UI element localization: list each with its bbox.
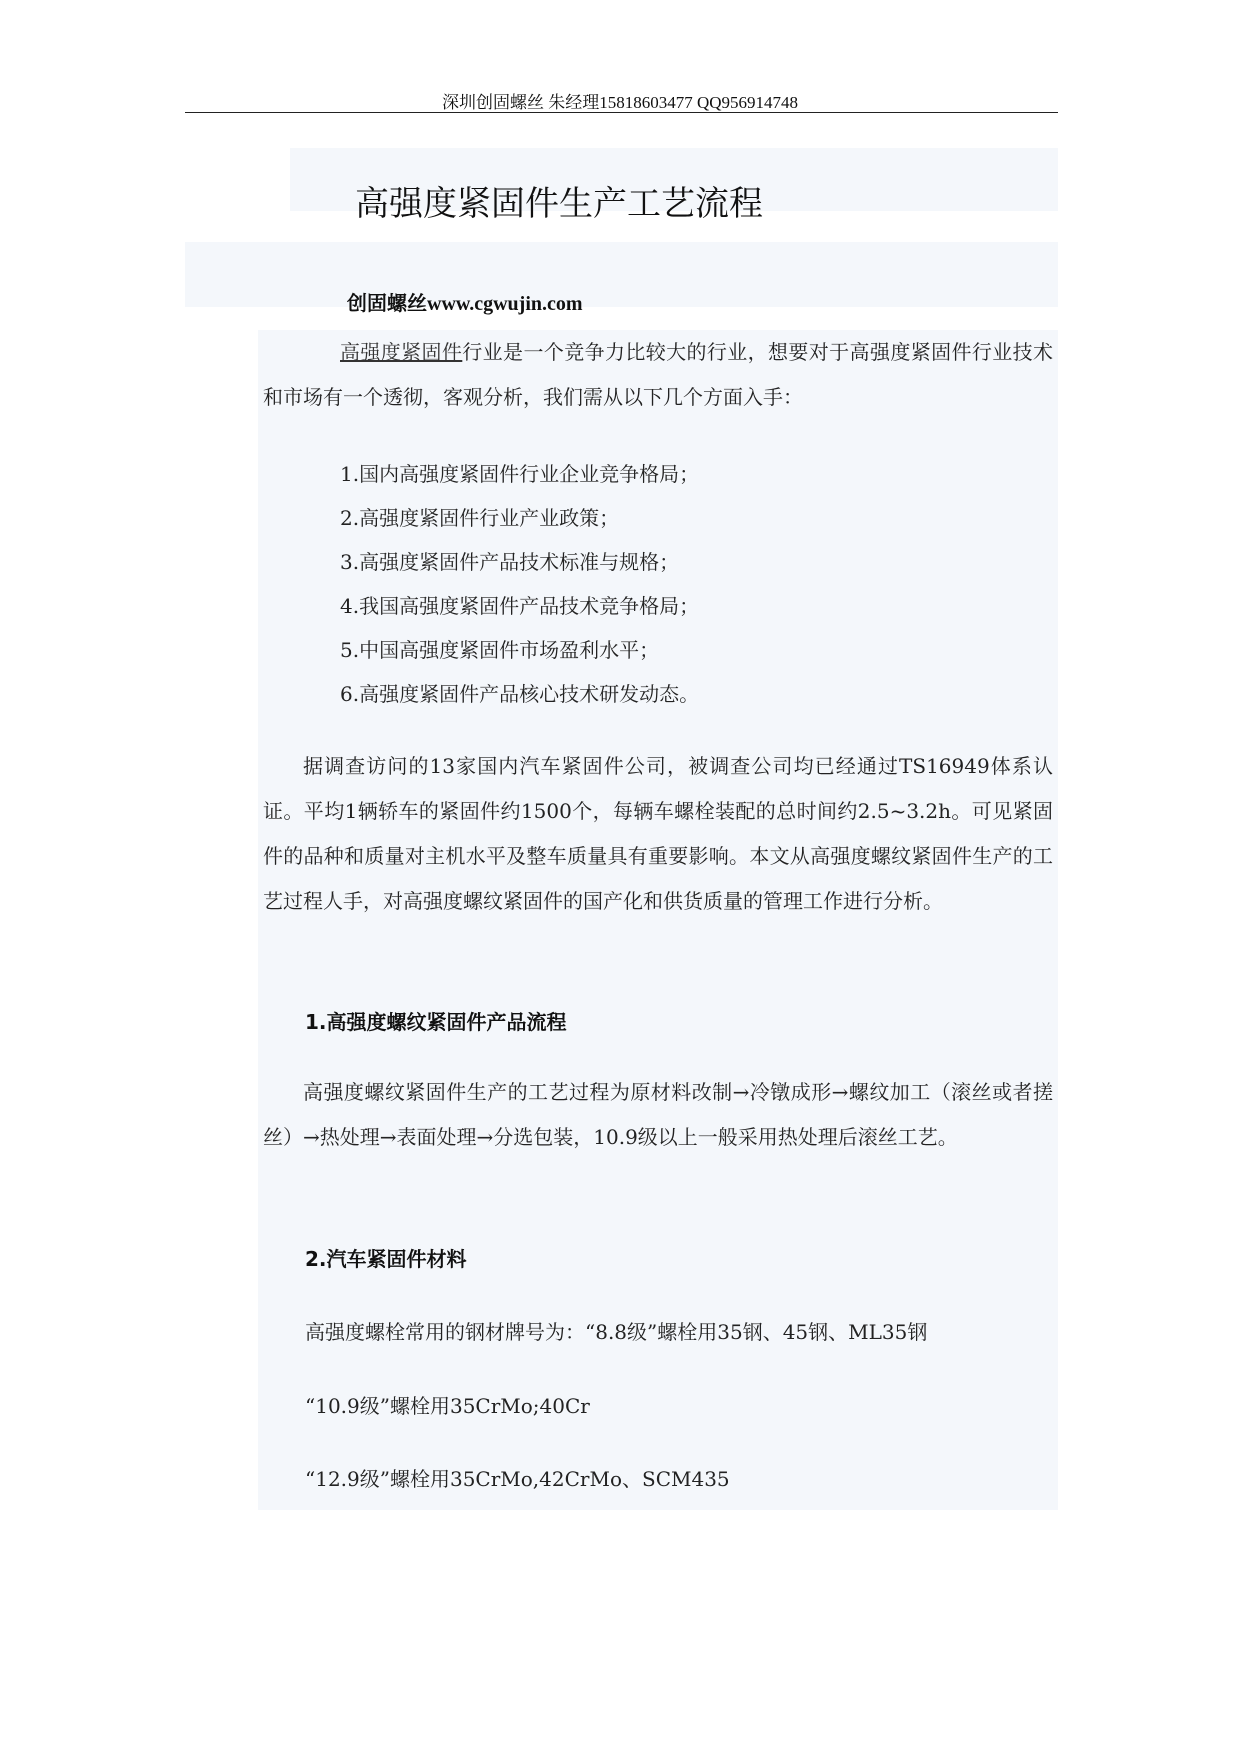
material-line-1: 高强度螺栓常用的钢材牌号为：“8.8级”螺栓用35钢、45钢、ML35钢 <box>305 1320 928 1344</box>
section1-heading: 1.高强度螺纹紧固件产品流程 <box>305 1010 567 1034</box>
material-line-2: “10.9级”螺栓用35CrMo;40Cr <box>305 1394 590 1418</box>
list-item: 2.高强度紧固件行业产业政策； <box>340 506 620 530</box>
section2-heading: 2.汽车紧固件材料 <box>305 1247 467 1271</box>
material-line-3: “12.9级”螺栓用35CrMo,42CrMo、SCM435 <box>305 1467 730 1491</box>
page-header: 深圳创固螺丝 朱经理15818603477 QQ956914748 <box>441 93 799 112</box>
intro-paragraph <box>263 330 1053 420</box>
list-item: 1.国内高强度紧固件行业企业竞争格局； <box>340 462 700 486</box>
topic-list <box>263 452 699 716</box>
document-title: 高强度紧固件生产工艺流程 <box>355 184 763 224</box>
site-name: 创固螺丝 <box>347 293 427 315</box>
intro-text: 行业是一个竞争力比较大的行业，想要对于高强度紧固件行业技术和市场有一个透彻，客观分析，我们需从以下几个方面入手： <box>263 340 1054 409</box>
list-item: 6.高强度紧固件产品核心技术研发动态。 <box>340 682 700 706</box>
list-item: 4.我国高强度紧固件产品技术竞争格局； <box>340 594 700 618</box>
site-url[interactable]: www.cgwujin.com <box>427 293 583 315</box>
list-item: 5.中国高强度紧固件市场盈利水平； <box>340 638 660 662</box>
survey-paragraph: 据调查访问的13家国内汽车紧固件公司，被调查公司均已经通过TS16949体系认证。平均1辆轿车的紧固件约1500个，每辆车螺栓装配的总时间约2.5~3.2h。可见紧固件的品种和质量对主机水平及整车质量具有重要影响。本文从高强度螺纹紧固件生产的工艺过程人手，对高强度螺纹紧固件的国产化和供货质量的管理工作进行分析。 <box>263 754 1053 913</box>
section1-paragraph: 高强度螺纹紧固件生产的工艺过程为原材料改制→冷镦成形→螺纹加工（滚丝或者搓丝）→热处理→表面处理→分选包装，10.9级以上一般采用热处理后滚丝工艺。 <box>263 1080 1053 1149</box>
list-item: 3.高强度紧固件产品技术标准与规格； <box>340 550 680 574</box>
fastener-link[interactable]: 高强度紧固件 <box>340 340 463 364</box>
site-shade <box>185 242 1058 307</box>
site-line <box>347 287 583 316</box>
header-divider <box>185 112 1058 113</box>
